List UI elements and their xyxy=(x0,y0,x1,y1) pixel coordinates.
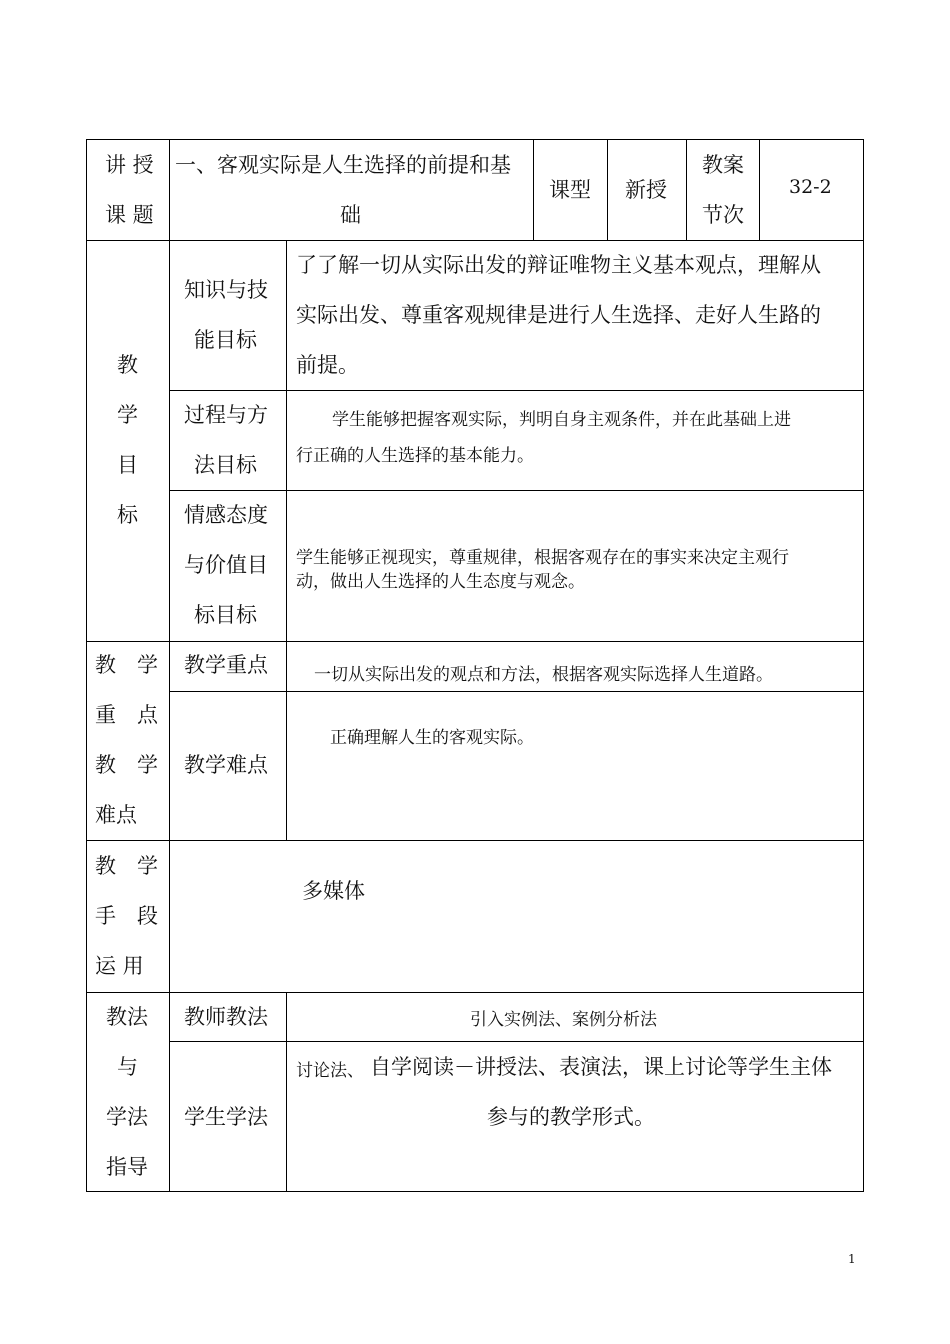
objectives-label-char: 标 xyxy=(117,503,138,527)
key-points-label: 重 点 xyxy=(95,703,158,727)
difficulty-label: 教学难点 xyxy=(184,753,268,777)
knowledge-goal-label: 知识与技 xyxy=(184,278,268,302)
row-line-bottom xyxy=(86,1191,864,1192)
knowledge-goal-text: 了了解一切从实际出发的辩证唯物主义基本观点，理解从 xyxy=(296,253,821,277)
row-line-top xyxy=(86,139,864,140)
methods-label: 学法 xyxy=(106,1105,148,1129)
knowledge-goal-text: 实际出发、尊重客观规律是进行人生选择、走好人生路的 xyxy=(296,303,821,327)
key-points-label: 难点 xyxy=(95,803,137,827)
row-line xyxy=(169,390,864,391)
teacher-method-text: 引入实例法、案例分析法 xyxy=(470,1010,657,1030)
col-line xyxy=(169,139,170,1192)
means-label: 教 学 xyxy=(95,854,158,878)
plan-number-value: 32-2 xyxy=(789,176,832,198)
row-line xyxy=(86,641,864,642)
topic-value: 一、客观实际是人生选择的前提和基 xyxy=(175,153,511,177)
plan-number-label: 节次 xyxy=(702,203,744,227)
row-line xyxy=(86,840,864,841)
col-line xyxy=(286,641,287,840)
row-line xyxy=(86,992,864,993)
student-method-text-prefix: 讨论法、 xyxy=(296,1061,364,1081)
means-label: 运 用 xyxy=(95,954,144,978)
col-line xyxy=(286,992,287,1191)
means-text: 多媒体 xyxy=(302,879,365,903)
focus-text: 一切从实际出发的观点和方法，根据客观实际选择人生道路。 xyxy=(314,665,773,685)
row-line xyxy=(86,240,864,241)
plan-number-label: 教案 xyxy=(702,153,744,177)
lesson-type-label: 课型 xyxy=(549,178,591,202)
lesson-type-value: 新授 xyxy=(625,178,667,202)
emotion-goal-label: 标目标 xyxy=(194,603,257,627)
student-method-text: 参与的教学形式。 xyxy=(487,1105,655,1129)
emotion-goal-label: 与价值目 xyxy=(184,553,268,577)
methods-label: 教法 xyxy=(106,1005,148,1029)
methods-label: 指导 xyxy=(106,1155,148,1179)
key-points-label: 教 学 xyxy=(95,753,158,777)
process-goal-label: 过程与方 xyxy=(184,403,268,427)
emotion-goal-text: 学生能够正视现实，尊重规律，根据客观存在的事实来决定主观行 xyxy=(296,548,789,568)
page-number: 1 xyxy=(848,1252,856,1266)
col-line xyxy=(759,139,760,240)
col-line-left xyxy=(86,139,87,1192)
student-method-text: 自学阅读－讲授法、表演法，课上讨论等学生主体 xyxy=(370,1055,832,1079)
means-label: 手 段 xyxy=(95,904,158,928)
objectives-label-char: 目 xyxy=(117,453,138,477)
teacher-method-label: 教师教法 xyxy=(184,1005,268,1029)
emotion-goal-text: 动，做出人生选择的人生态度与观念。 xyxy=(296,572,585,592)
knowledge-goal-label: 能目标 xyxy=(194,328,257,352)
process-goal-label: 法目标 xyxy=(194,453,257,477)
col-line xyxy=(686,139,687,240)
emotion-goal-label: 情感态度 xyxy=(184,503,268,527)
key-points-label: 教 学 xyxy=(95,653,158,677)
objectives-label-char: 学 xyxy=(117,403,138,427)
row-line xyxy=(169,490,864,491)
row-line xyxy=(169,691,864,692)
process-goal-text: 学生能够把握客观实际，判明自身主观条件，并在此基础上进 xyxy=(332,410,791,430)
col-line xyxy=(533,139,534,240)
methods-label: 与 xyxy=(117,1055,138,1079)
col-line-right xyxy=(863,139,864,1192)
difficulty-text: 正确理解人生的客观实际。 xyxy=(330,728,534,748)
process-goal-text: 行正确的人生选择的基本能力。 xyxy=(296,446,534,466)
topic-label: 讲 授 xyxy=(105,153,154,177)
student-method-label: 学生学法 xyxy=(184,1105,268,1129)
topic-label: 课 题 xyxy=(105,203,154,227)
col-line xyxy=(607,139,608,240)
col-line xyxy=(286,240,287,641)
focus-label: 教学重点 xyxy=(184,653,268,677)
row-line xyxy=(169,1041,864,1042)
topic-value: 础 xyxy=(340,203,361,227)
objectives-label-char: 教 xyxy=(117,353,138,377)
knowledge-goal-text: 前提。 xyxy=(296,353,359,377)
